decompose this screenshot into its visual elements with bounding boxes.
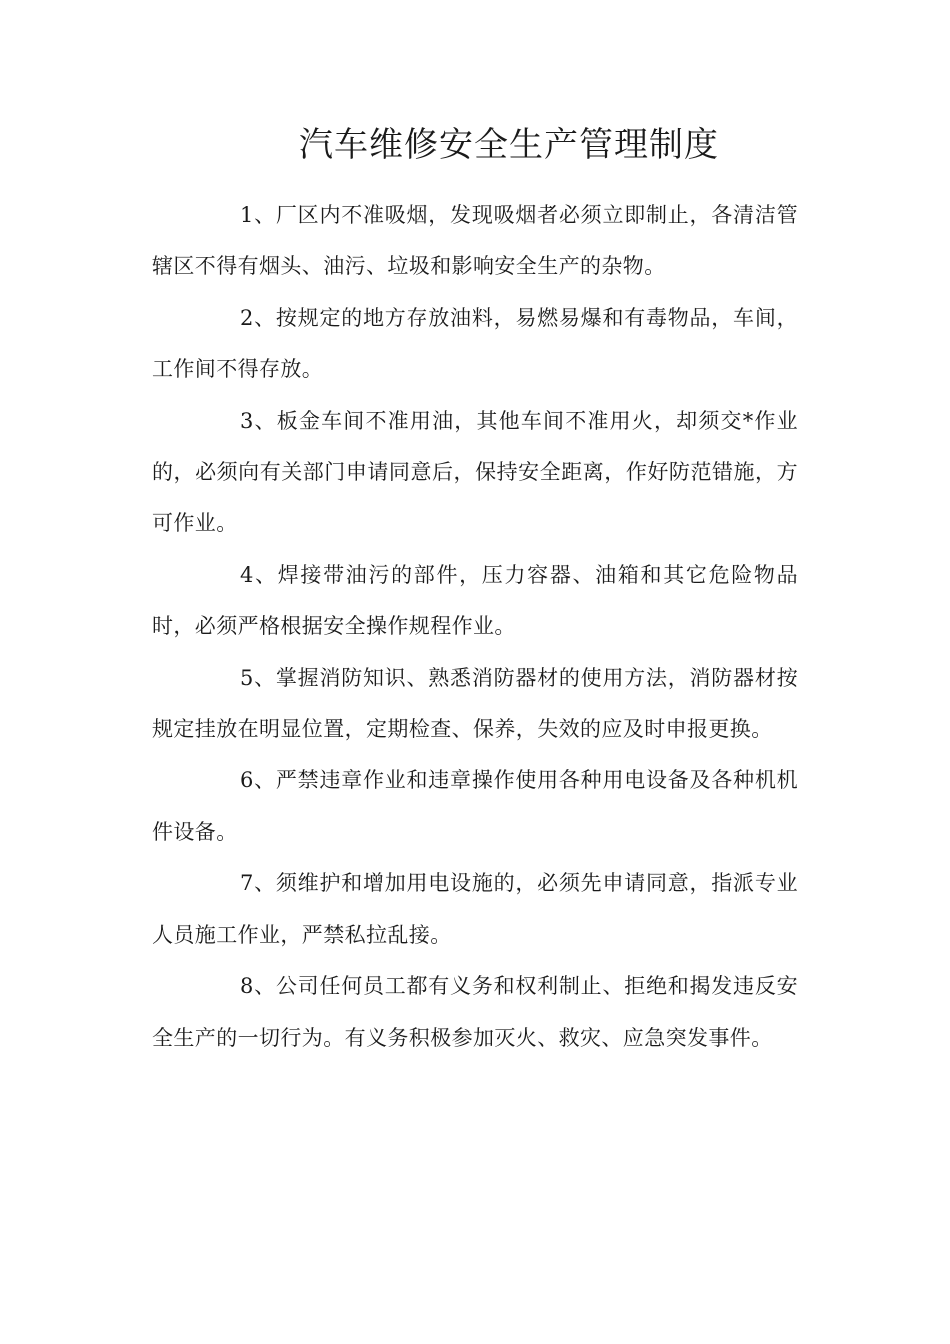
document-title: 汽车维修安全生产管理制度 — [299, 125, 719, 165]
clause-4: 4、焊接带油污的部件，压力容器、油箱和其它危险物品时，必须严格根据安全操作规程作业。 — [152, 562, 798, 639]
document-body — [152, 190, 798, 1064]
clause-7: 7、须维护和增加用电设施的，必须先申请同意，指派专业人员施工作业，严禁私拉乱接。 — [152, 871, 798, 947]
clause-1: 1、厂区内不准吸烟，发现吸烟者必须立即制止，各清洁管辖区不得有烟头、油污、垃圾和影响安全生产的杂物。 — [152, 203, 798, 279]
clause-3: 3、板金车间不准用油，其他车间不准用火，却须交*作业的，必须向有关部门申请同意后，保持安全距离，作好防范错施，方可作业。 — [152, 408, 798, 536]
clause-5: 5、掌握消防知识、熟悉消防器材的使用方法，消防器材按规定挂放在明显位置，定期检查、保养，失效的应及时申报更换。 — [152, 665, 798, 742]
clause-2: 2、按规定的地方存放油料，易燃易爆和有毒物品，车间，工作间不得存放。 — [152, 305, 798, 382]
clause-8: 8、公司任何员工都有义务和权利制止、拒绝和揭发违反安全生产的一切行为。有义务积极参加灭火、救灾、应急突发事件。 — [152, 974, 798, 1050]
clause-6: 6、严禁违章作业和违章操作使用各种用电设备及各种机机件设备。 — [152, 768, 798, 844]
